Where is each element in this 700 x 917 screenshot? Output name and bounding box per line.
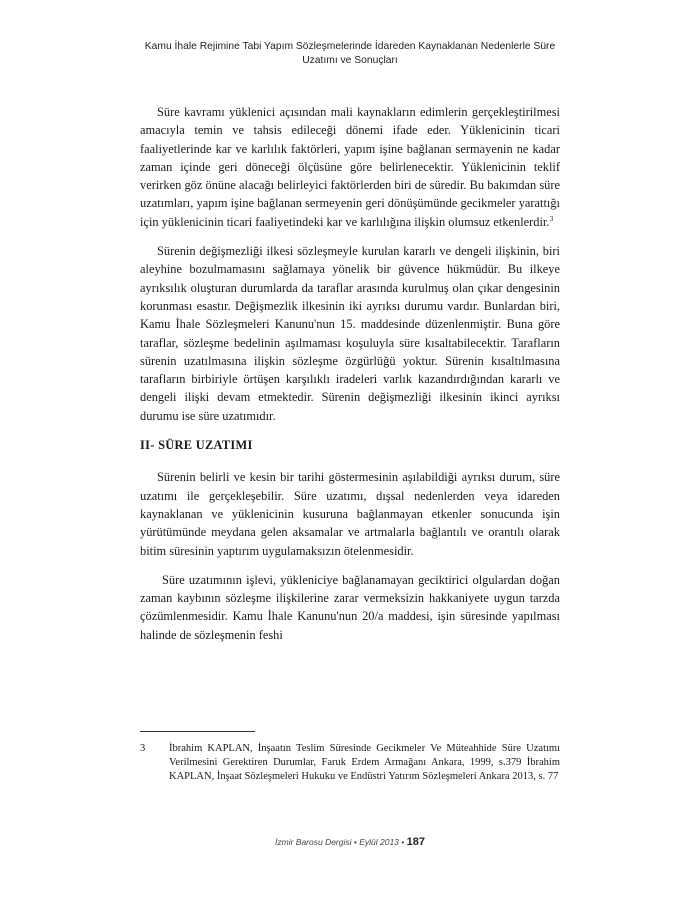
footnote-reference[interactable]: 3 <box>549 213 554 223</box>
footnote-separator <box>140 731 255 732</box>
running-header <box>100 40 600 68</box>
paragraph-3: Sürenin belirli ve kesin bir tarihi göstermesinin aşılabildiği ayrıksı durum, süre uzatımı ile gerçekleşebilir. Süre uzatımı, dışsal nedenlerden veya idareden kaynaklanan ve yüklenicinin kusuruna bağlanmayan etkenler sonucunda işin yürütümünde meydana gelen aksamalar ve artmalarla bağlantılı ve orantılı olarak bitim süresinin yaptırım uygulamaksızın ötelenmesidir. <box>140 470 560 558</box>
paragraph-2: Sürenin değişmezliği ilkesi sözleşmeyle kurulan kararlı ve dengeli ilişkinin, biri aleyhine bozulmamasını sağlamaya yönelik bir güvence hükmüdür. Bu ilkeye ayrıksılık oluşturan durumlarda da taraflar arasında kurulmuş olan çıkar dengesinin korunması esastır. Değişmezlik ilkesinin iki ayrıksı durumu vardır. Bunlardan biri, Kamu İhale Sözleşmeleri Kanunu'nun 15. maddesinde düzenlenmiştir. Buna göre taraflar, sözleşme bedelinin aşılmaması koşuluyla süre kısaltabilecektir. Tarafların sürenin uzatılmasına ilişkin sözleşme özgürlüğü yoktur. Sürenin kısaltılmasına tarafların birbiriyle örtüşen karşılıklı iradeleri varlık kazandırdığından kararlı ve dengeli ilişki devam etmektedir. Sürenin değişmezliği ilkesinin ikinci ayrıksı durumu ise süre uzatımıdır. <box>140 244 560 423</box>
footnote-number: 3 <box>140 743 146 754</box>
running-footer <box>0 836 700 848</box>
footnote-text: İbrahim KAPLAN, İnşaatın Teslim Süresinde Gecikmeler Ve Müteahhide Süre Uzatımı Verilmesini Gerektiren Durumlar, Faruk Erdem Armağanı Ankara, 1999, s.379 İbrahim KAPLAN, İnşaat Sözleşmeleri Hukuku ve Endüstri Yatırım Sözleşmeleri Ankara 2013, s. 77 <box>169 743 560 783</box>
paragraph-4: Süre uzatımının işlevi, yükleniciye bağlanamayan geciktirici olgulardan doğan zaman kaybının sözleşme ilişkilerine zarar vermeksizin hakkaniyete uygun tarzda çözümlenmesidir. Kamu İhale Kanunu'nun 20/a maddesi, işin süresinde yapılması halinde de sözleşmenin feshi <box>140 572 560 642</box>
page-number: 187 <box>406 836 425 848</box>
footnotes <box>140 742 560 785</box>
journal-name: İzmir Barosu Dergisi • Eylül 2013 • <box>275 837 405 847</box>
section-heading: II- SÜRE UZATIMI <box>140 438 253 453</box>
paragraph-1-text: Süre kavramı yüklenici açısından mali kaynakların edimlerin gerçekleştirilmesi amacıyla temin ve tahsis edileceği dönemi ifade eder. Yüklenicinin ticari faaliyetlerinde kar ve karlılık faktörleri, yapım işine bağlanan sermayenin ne kadar zaman içinde geri döneceği ölçüsüne göre belirlenecektir. Yüklenicinin teklif verirken göz önüne alacağı belirleyici faktörlerden biri de süredir. Bu bakımdan süre uzatımları, yapım işine bağlanan sermeyenin geri dönüşümünde gecikmeler yarattığı için yüklenicinin ticari faaliyetindeki kar ve karlılığına ilişkin olumsuz etkenlerdir. <box>140 105 560 229</box>
footnote-item <box>140 742 560 785</box>
paragraph-1 <box>140 103 560 231</box>
running-header-line-1: Kamu İhale Rejimine Tabi Yapım Sözleşmelerinde İdareden Kaynaklanan Nedenlerle Süre <box>144 41 556 52</box>
running-header-line-2: Uzatımı ve Sonuçları <box>302 55 398 66</box>
body-text <box>140 103 560 655</box>
